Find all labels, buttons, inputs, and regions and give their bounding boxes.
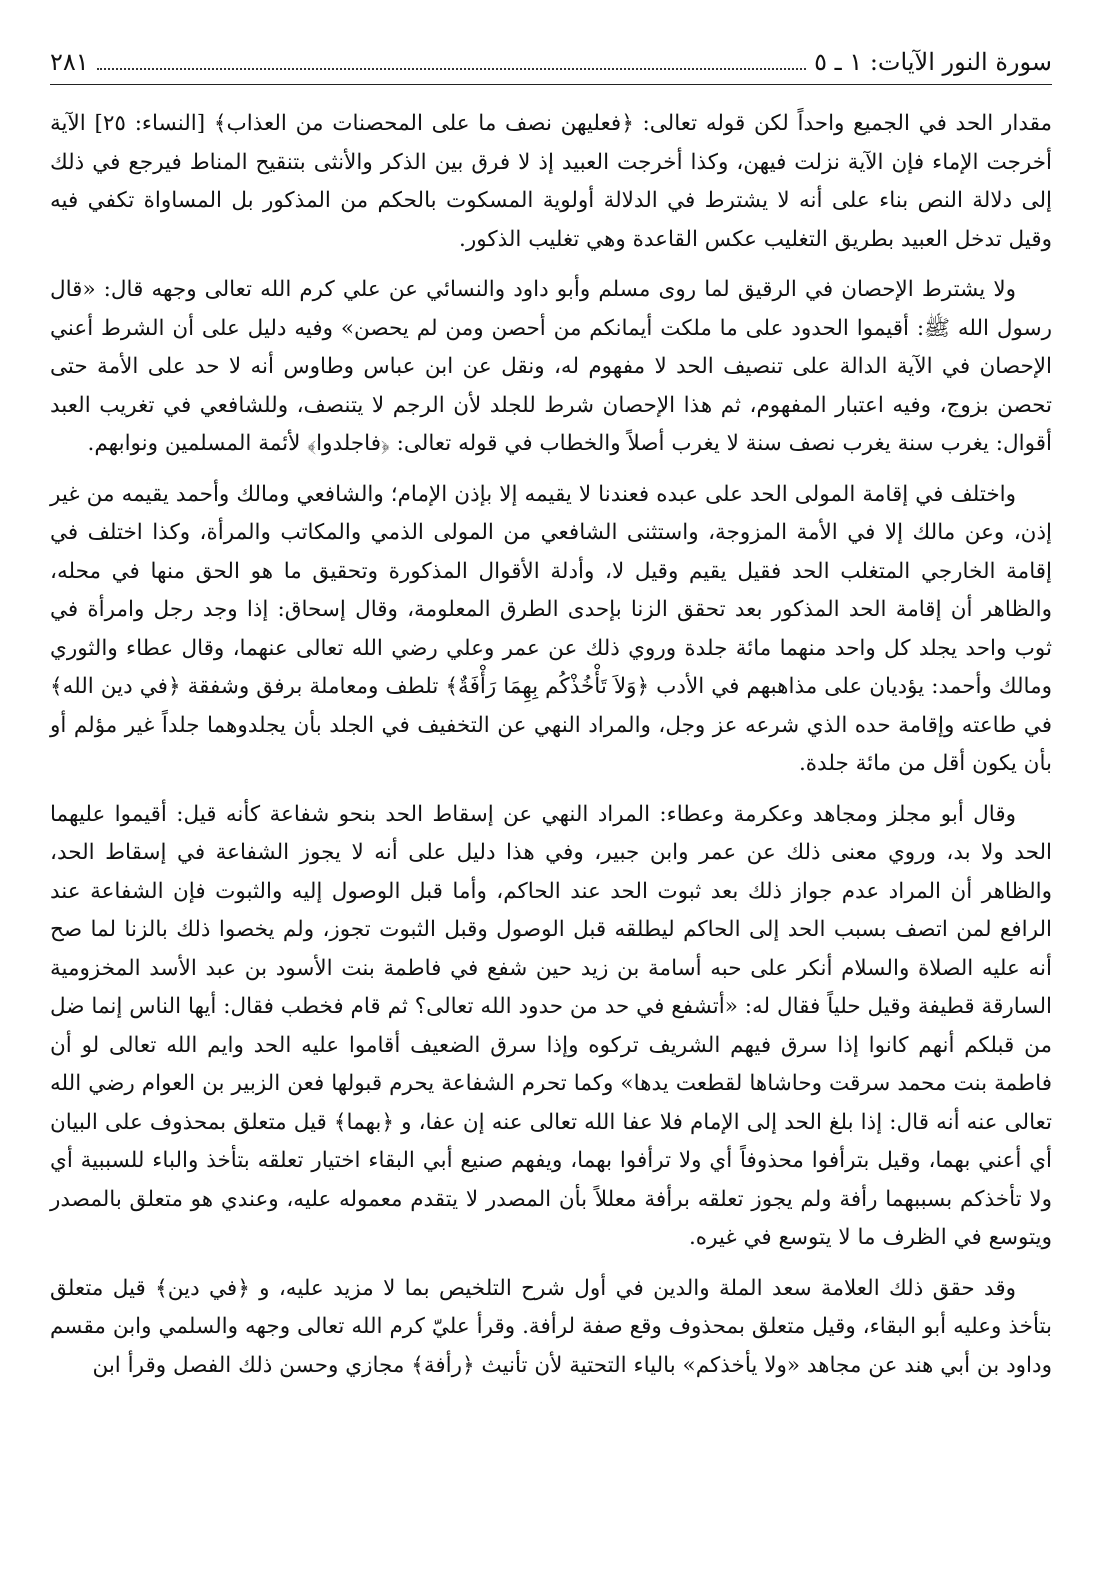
paragraph-1: مقدار الحد في الجميع واحداً لكن قوله تعالى: ﴿فعليهن نصف ما على المحصنات من العذاب﴾ [النساء: ٢٥] الآية أخرجت الإماء فإن الآية نزلت فيهن، وكذا أخرجت العبيد إذ لا فرق بين الذكر والأنثى بتنقيح المناط فيرجع في ذلك إلى دلالة النص بناء على أنه لا يشترط في الدلالة أولوية المسكوت بالحكم من المذكور بل المساواة تكفي فيه وقيل تدخل العبيد بطريق التغليب عكس القاعدة وهي تغليب الذكور. (50, 111, 1053, 252)
dotted-leader (97, 67, 806, 70)
page-number: ٢٨١ (50, 48, 89, 76)
paragraph-5: وقد حقق ذلك العلامة سعد الملة والدين في أول شرح التلخيص بما لا مزيد عليه، و ﴿في دين﴾ قيل متعلق بتأخذ وعليه أبو البقاء، وقيل متعلق بمحذوف وقع صفة لرأفة. وقرأ عليّ كرم الله تعالى وجهه والسلمي وابن مقسم وداود بن أبي هند عن مجاهد «ولا يأخذكم» بالياء التحتية لأن تأنيث ﴿رأفة﴾ مجازي وحسن ذلك الفصل وقرأ ابن (50, 1275, 1052, 1378)
chapter-title: سورة النور الآيات: ١ ـ ٥ (814, 48, 1052, 76)
paragraph-4: وقال أبو مجلز ومجاهد وعكرمة وعطاء: المراد النهي عن إسقاط الحد بنحو شفاعة كأنه قيل: أقيموا عليهما الحد ولا بد، وروي معنى ذلك عن عمر وابن جبير، وفي هذا دليل على أنه لا يجوز الشفاعة في إسقاط الحد، والظاهر أن المراد عدم جواز ذلك بعد ثبوت الحد عند الحاكم، وأما قبل الوصول إليه والثبوت فإن الشفاعة عند الرافع لمن اتصف بسبب الحد إلى الحاكم ليطلقه قبل الوصول وقبل الثبوت تجوز، ولم يخصوا ذلك بالزنا لما صح أنه عليه الصلاة والسلام أنكر على حبه أسامة بن زيد حين شفع في فاطمة بنت الأسود بن عبد الأسد المخزومية السارقة قطيفة وقيل حلياً فقال له: «أتشفع في حد من حدود الله تعالى؟ ثم قام فخطب فقال: أيها الناس إنما ضل من قبلكم أنهم كانوا إذا سرق فيهم الشريف تركوه وإذا سرق الضعيف أقاموا عليه الحد وايم الله تعالى لو أن فاطمة بنت محمد سرقت وحاشاها لقطعت يدها» وكما تحرم الشفاعة يحرم قبولها فعن الزبير بن العوام رضي الله تعالى عنه أنه قال: إذا بلغ الحد إلى الإمام فلا عفا الله تعالى عنه إن عفا، و ﴿بهما﴾ قيل متعلق بمحذوف على البيان أي أعني بهما، وقيل بترأفوا محذوفاً أي ولا ترأفوا بهما، ويفهم صنيع أبي البقاء اختيار تعلقه بتأخذ والباء للسببية أي ولا تأخذكم بسببهما رأفة ولم يجوز تعلقه برأفة معللاً بأن المصدر لا يتقدم معموله عليه، وعندي هو متعلق بالمصدر ويتوسع في الظرف ما لا يتوسع في غيره. (50, 801, 1052, 1250)
book-page (50, 42, 1052, 1397)
running-header (50, 42, 1052, 85)
paragraph-2: ولا يشترط الإحصان في الرقيق لما روى مسلم وأبو داود والنسائي عن علي كرم الله تعالى وجهه قال: «قال رسول الله ﷺ: أقيموا الحدود على ما ملكت أيمانكم من أحصن ومن لم يحصن» وفيه دليل على أن الشرط أعني الإحصان في الآية الدالة على تنصيف الحد لا مفهوم له، ونقل عن ابن عباس وطاوس أنه لا حد على الأمة حتى تحصن بزوج، وفيه اعتبار المفهوم، ثم هذا الإحصان شرط للجلد لأن الرجم لا يتنصف، وللشافعي في تغريب العبد أقوال: يغرب سنة يغرب نصف سنة لا يغرب أصلاً والخطاب في قوله تعالى: ﴿فاجلدوا﴾ لأئمة المسلمين ونوابهم. (50, 277, 1052, 456)
paragraph-3: واختلف في إقامة المولى الحد على عبده فعندنا لا يقيمه إلا بإذن الإمام؛ والشافعي ومالك وأحمد يقيمه من غير إذن، وعن مالك إلا في الأمة المزوجة، واستثنى الشافعي من المولى الذمي والمكاتب والمرأة، وكذا اختلف في إقامة الخارجي المتغلب الحد فقيل يقيم وقيل لا، وأدلة الأقوال المذكورة وتحقيق ما هو الحق منها في محله، والظاهر أن إقامة الحد المذكور بعد تحقق الزنا بإحدى الطرق المعلومة، وقال إسحاق: إذا وجد رجل وامرأة في ثوب واحد يجلد كل واحد منهما مائة جلدة وروي ذلك عن عمر وعلي رضي الله تعالى عنهما، وقال عطاء والثوري ومالك وأحمد: يؤديان على مذاهبهم في الأدب ﴿وَلاَ تَأْخُذْكُم بِهِمَا رَأْفَةٌ﴾ تلطف ومعاملة برفق وشفقة ﴿في دين الله﴾ في طاعته وإقامة حده الذي شرعه عز وجل، والمراد النهي عن التخفيف في الجلد بأن يجلدوهما جلداً غير مؤلم أو بأن يكون أقل من مائة جلدة. (50, 481, 1052, 776)
